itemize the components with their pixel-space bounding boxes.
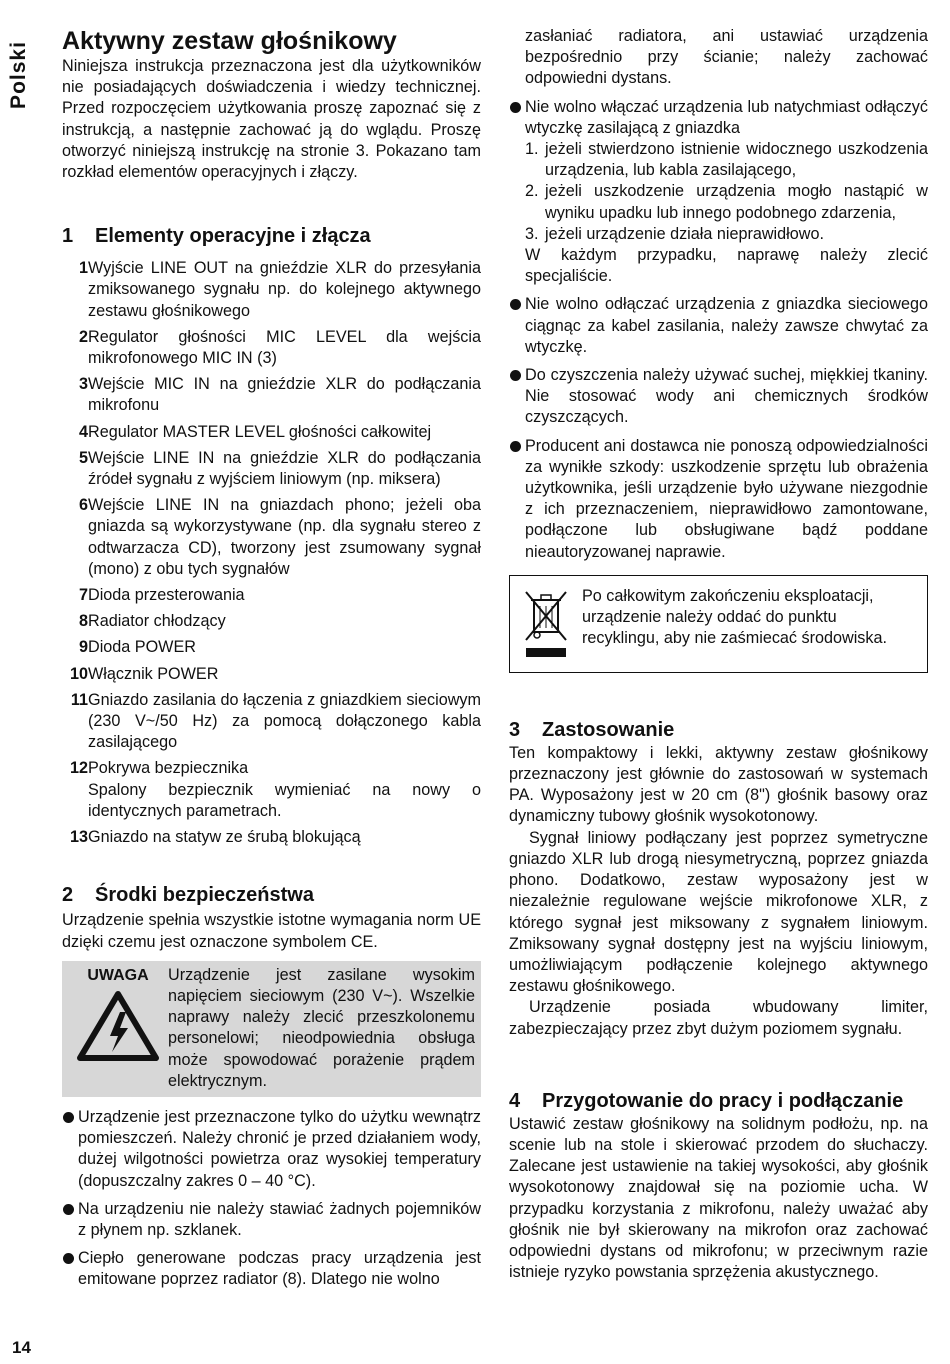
section4-heading — [509, 1088, 928, 1114]
item-text: Wyjście LINE OUT na gnieździe XLR do przesyłania zmiksowanego sygnału np. do kolejnego aktywnego zestawu głośnikowego — [88, 259, 481, 320]
item-text: Włącznik POWER — [88, 664, 219, 683]
section2-intro — [62, 910, 481, 952]
list-item — [62, 327, 481, 369]
section-number: 2 — [62, 884, 74, 907]
bullet-text: Na urządzeniu nie należy stawiać żadnych pojemników z płynem np. szklanek. — [78, 1199, 481, 1239]
item-number: 1 — [78, 259, 88, 278]
bullet-icon — [62, 1199, 78, 1241]
sub-text: jeżeli uszkodzenie urządzenia mogło nastąpić w wyniku upadku lub innego podobnego zdarzenia, — [545, 182, 928, 222]
safety-bullets-left — [62, 1107, 481, 1291]
list-item — [62, 758, 481, 822]
item-text: Regulator MASTER LEVEL głośności całkowitej — [88, 422, 432, 441]
item-number: 5 — [78, 448, 88, 467]
item-text: Wejście LINE IN na gniazdach phono; jeżeli oba gniazda są wykorzystywane (np. dla sygnału stereo z odtwarzacza CD), tworzony jest zsumowany sygnał (mono) z obu tych sygnałów — [88, 496, 481, 578]
list-item — [509, 294, 928, 358]
sub-list-item — [525, 224, 928, 245]
sub-list-item — [525, 139, 928, 181]
warning-text: Urządzenie jest zasilane wysokim napięciem sieciowym (230 V~). Wszelkie naprawy należy zlecić przeszkolonemu personelowi; nieodpowiednia obsługa może spowodować porażenie prądem elektrycznym. — [168, 965, 475, 1090]
list-item — [62, 1248, 481, 1290]
section-title: Przygotowanie do pracy i podłączanie — [542, 1089, 904, 1112]
item-number: 12 — [69, 759, 88, 778]
list-item — [62, 690, 481, 754]
left-column — [62, 0, 481, 1298]
right-column — [509, 26, 928, 1283]
item-text: Dioda POWER — [88, 638, 196, 657]
list-item — [62, 495, 481, 580]
bullet-text: Ciepło generowane podczas pracy urządzenia jest emitowane poprzez radiator (8). Dlatego nie wolno — [78, 1249, 481, 1289]
section3-heading — [509, 717, 928, 743]
item-text: Gniazdo zasilania do łączenia z gniazdkiem sieciowym (230 V~/50 Hz) za pomocą dołączonego kabla zasilającego — [88, 690, 481, 752]
ce-mark: CE. — [350, 932, 378, 951]
language-label: Polski — [7, 41, 30, 109]
list-item — [509, 365, 928, 429]
section-title: Elementy operacyjne i złącza — [95, 225, 371, 248]
list-item — [62, 827, 481, 848]
item-number: 10 — [69, 664, 88, 683]
bullet-text: Nie wolno włączać urządzenia lub natychmiast odłączyć wtyczkę zasilającą z gniazdka — [525, 97, 928, 137]
list-item — [62, 611, 481, 632]
section3-paragraph-1: Ten kompaktowy i lekki, aktywny zestaw głośnikowy przeznaczony jest głównie do zastosowań w systemach PA. Wyposażony jest w 20 cm (8") głośnik basowy oraz dynamiczny tubowy głośnik wysokotonowy. — [509, 743, 928, 826]
bullet-icon — [62, 1248, 78, 1290]
operating-elements-list — [62, 258, 481, 848]
item-number: 11 — [70, 690, 88, 709]
item-text: Radiator chłodzący — [88, 612, 226, 631]
bullet-text: Nie wolno odłączać urządzenia z gniazdka sieciowego ciągnąc za kabel zasilania, należy zawsze chwytać za wtyczkę. — [525, 295, 928, 356]
sub-text: jeżeli stwierdzono istnienie widocznego uszkodzenia urządzenia, lub kabla zasilającego, — [545, 140, 928, 180]
list-item — [509, 436, 928, 563]
list-item — [62, 258, 481, 322]
section-number: 1 — [62, 225, 74, 248]
item-number: 6 — [78, 496, 88, 515]
section1-heading — [62, 223, 481, 249]
bullet-text: Do czyszczenia należy używać suchej, miękkiej tkaniny. Nie stosować wody ani chemicznych środków czyszczących. — [525, 366, 928, 427]
list-item — [62, 374, 481, 416]
crossed-bin-icon — [520, 586, 572, 662]
section3-paragraph-3: Urządzenie posiada wbudowany limiter, zabezpieczający przez zbyt dużym poziomem sygnału. — [509, 998, 928, 1038]
bullet-continued-text: zasłaniać radiatora, ani ustawiać urządzenia bezpośrednio przy ścianie; należy zachować odpowiedni dystans. — [525, 27, 928, 88]
list-item — [62, 448, 481, 490]
item-text: Pokrywa bezpiecznika — [88, 759, 249, 778]
item-number: 13 — [69, 828, 88, 847]
list-item — [62, 664, 481, 685]
ce-intro-text: Urządzenie spełnia wszystkie istotne wymagania norm UE dzięki czemu jest oznaczone symbolem — [62, 911, 481, 951]
page-number: 14 — [12, 1338, 31, 1357]
sub-number: 1. — [525, 140, 539, 159]
page-title: Aktywny zestaw głośnikowy — [62, 27, 397, 55]
high-voltage-warning-icon — [68, 986, 168, 1066]
item-text: Wejście LINE IN na gnieździe XLR do podłączania źródeł sygnału z wyjściem liniowym (np. miksera) — [88, 448, 481, 489]
sub-text: jeżeli urządzenie działa nieprawidłowo. — [545, 224, 824, 243]
recycling-notice-box — [509, 575, 928, 673]
bullet-icon — [62, 1107, 78, 1192]
safety-bullets-right — [509, 97, 928, 563]
item-number: 4 — [78, 422, 88, 441]
section-number: 3 — [509, 718, 521, 741]
item-text: Gniazdo na statyw ze śrubą blokującą — [88, 828, 361, 847]
bullet-icon — [509, 365, 525, 429]
section4-paragraph-1: Ustawić zestaw głośnikowy na solidnym podłożu, np. na scenie lub na stole i skierować przodem do słuchaczy. Zalecane jest ustawienie na takiej wysokości, aby głośnik wysokotonowy znajdował się na poziomie ucha. W przypadku korzystania z mikrofonu, należy uważać aby głośnik nie był skierowany na mikrofon oraz zachować odpowiedni dystans od mikrofonu; w przeciwnym razie istnieje ryzyko powstania sprzężenia akustycznego. — [509, 1114, 928, 1282]
item-number: 8 — [78, 612, 88, 631]
language-tab — [2, 30, 36, 120]
list-item — [62, 637, 481, 658]
bullet-icon — [509, 436, 525, 563]
warning-label: UWAGA — [87, 966, 149, 984]
item-text: Dioda przesterowania — [88, 586, 245, 605]
item-number: 7 — [78, 586, 88, 605]
list-item — [62, 1107, 481, 1192]
intro-paragraph: Niniejsza instrukcja przeznaczona jest dla użytkowników nie posiadających doświadczenia i wiedzy technicznej. Przed rozpoczęciem użytkowania proszę zapoznać się z instrukcją, a następnie zachować ją do wglądu. Proszę otworzyć niniejszą instrukcję na stronie 3. Pokazano tam rozkład elementów operacyjnych i złączy. — [62, 57, 481, 182]
bullet-icon — [509, 97, 525, 288]
item-extra-text: Spalony bezpiecznik wymieniać na nowy o identycznych parametrach. — [88, 780, 481, 820]
item-number: 3 — [78, 375, 88, 394]
section3-paragraph-2: Sygnał liniowy podłączany jest poprzez symetryczne gniazdo XLR lub drogą niesymetryczną, poprzez gniazda phono. Dodatkowo, zestaw wyposażony jest w niezależnie regulowane wejście mikrofonowe XLR, z którego sygnał jest miksowany z sygnałem liniowym. Zmiksowany sygnał dostępny jest na wyjściu liniowym, umożliwiającym podłączenie kolejnego aktywnego zestawu głośnikowego. — [509, 828, 928, 996]
list-item — [62, 585, 481, 606]
bullet-after-text: W każdym przypadku, naprawę należy zlecić specjaliście. — [525, 246, 928, 286]
recycling-text: Po całkowitym zakończeniu eksploatacji, urządzenie należy oddać do punktu recyklingu, aby nie zaśmiecać środowiska. — [582, 586, 887, 648]
list-item — [62, 422, 481, 443]
item-text: Wejście MIC IN na gnieździe XLR do podłączania mikrofonu — [88, 375, 481, 415]
warning-box — [62, 961, 481, 1097]
item-text: Regulator głośności MIC LEVEL dla wejścia mikrofonowego MIC IN (3) — [88, 327, 481, 368]
section-title: Zastosowanie — [542, 718, 675, 741]
list-item — [509, 97, 928, 288]
sub-list-item — [525, 181, 928, 223]
item-number: 9 — [78, 638, 88, 657]
bullet-icon — [509, 294, 525, 358]
section-number: 4 — [509, 1089, 521, 1112]
list-item — [62, 1199, 481, 1241]
sub-number: 3. — [525, 224, 539, 243]
section-title: Środki bezpieczeństwa — [95, 884, 314, 907]
bullet-text: Producent ani dostawca nie ponoszą odpowiedzialności za wynikłe szkody: uszkodzenie sprzętu lub obrażenia użytkownika, jeśli urządzenie było używane niezgodnie z ich przeznaczeniem, nieprawidłowo zamontowane, podłączone lub obsługiwane bądź poddane nieautoryzowanej naprawie. — [525, 436, 928, 561]
item-number: 2 — [78, 327, 88, 346]
sub-number: 2. — [525, 182, 539, 201]
section2-heading — [62, 882, 481, 908]
bullet-text: Urządzenie jest przeznaczone tylko do użytku wewnątrz pomieszczeń. Należy chronić je przed działaniem wody, dużej wilgotności powietrza oraz wysokiej temperatury (dopuszczalny zakres 0 – 40 °C). — [78, 1107, 481, 1190]
